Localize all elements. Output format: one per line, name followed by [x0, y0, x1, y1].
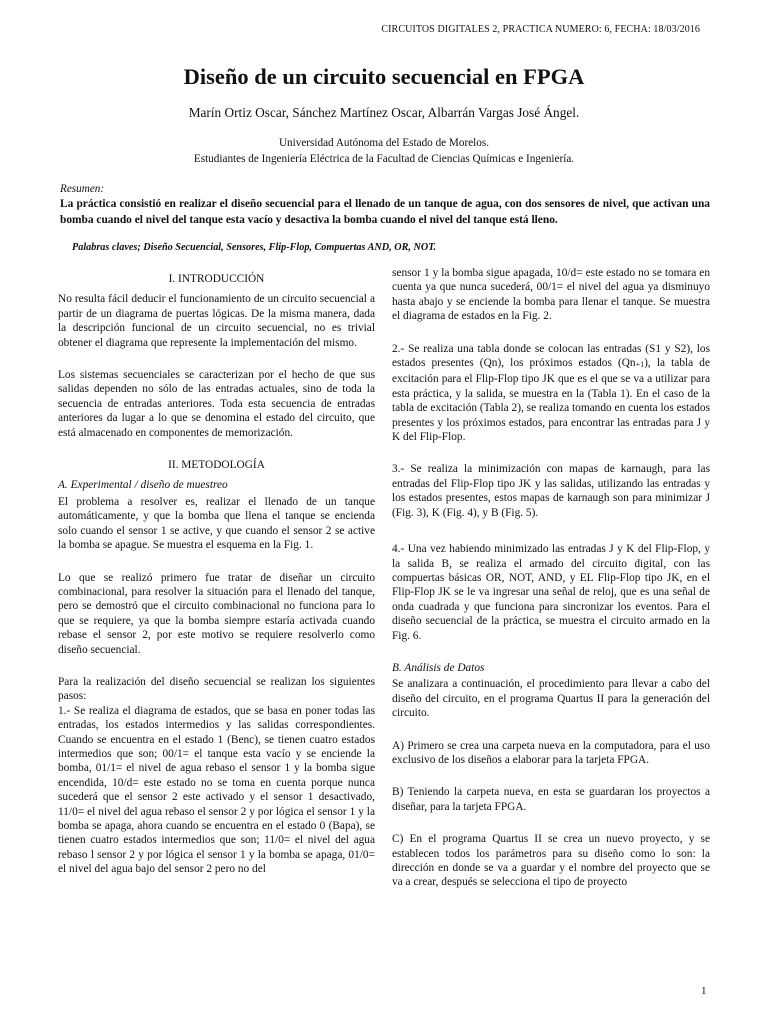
methodology-step-4: 4.- Una vez habiendo minimizado las entradas J y K del Flip-Flop, y la salida B, se realiza el armado del circuito digital, con las compuertas básicas OR, NOT, AND, y EL Flip-Flop tipo JK, en el Flip-Flop JK se le va ingresar una señal de reloj, que es una señal de onda cuadrada y que funciona para sincronizar los eventos. Para el diseño secuencial de la práctica, se muestra el circuito armado en la Fig. 6. — [392, 543, 710, 642]
methodology-paragraph-2: Lo que se realizó primero fue tratar de diseñar un circuito combinacional, para resolver la situación para el llenado del tanque, pero se demostró que el circuito combinacional no funciona para lo que se requiere, ya que la bomba siempre estaría activada cuando rebase el sensor 2, por este motivo se requiere resolverlo como diseño secuencial. — [58, 571, 375, 656]
subsection-heading-experimental: A. Experimental / diseño de muestreo — [58, 479, 228, 492]
step-1-continued: sensor 1 y la bomba sigue apagada, 10/d= este estado no se tomara en cuenta ya que nunca sucederá, 00/1= el nivel del agua ya disminuyo hasta abajo y se enciende la bomba para llenar el tanque. Se muestra el diagrama de estados en la Fig. 2. — [392, 267, 710, 323]
affiliation-university: Universidad Autónoma del Estado de Morelos. — [278, 137, 490, 149]
right-column — [392, 266, 710, 890]
left-column — [58, 272, 375, 877]
intro-paragraph-1: No resulta fácil deducir el funcionamiento de un circuito secuencial a partir de un diagrama de puertas lógicas. De la misma manera, dada la descripción funcional de un circuito secuencial, no es trivial obtener el diagrama que represente la implementación del mismo. — [58, 293, 375, 349]
authors: Marín Ortiz Oscar, Sánchez Martínez Oscar, Albarrán Vargas José Ángel. — [188, 105, 580, 120]
section-heading-introduction: I. INTRODUCCIÓN — [168, 273, 265, 285]
affiliation-faculty: Estudiantes de Ingeniería Eléctrica de la Facultad de Ciencias Químicas e Ingeniería. — [193, 153, 575, 165]
step-2-text-b: ), la tabla de excitación para el Flip-Flop tipo JK que es el que se va a utilizar para esta práctica, y la salida, se muestra en la (Tabla 1). En el caso de la tabla de excitación (Tabla 2), se realiza tomando en cuenta los estados presentes y los próximos estados, para encontrar las entradas para J y K del Flip-Flop. — [392, 357, 710, 444]
data-analysis-step-b: B) Teniendo la carpeta nueva, en esta se guardaran los proyectos a diseñar, para la tarjeta FPGA. — [392, 786, 710, 813]
subscript-n-plus-1: +1 — [635, 360, 645, 370]
data-analysis-step-a: A) Primero se crea una carpeta nueva en la computadora, para el uso exclusivo de los diseños a elaborar para la tarjeta FPGA. — [392, 739, 710, 766]
paper-title: Diseño de un circuito secuencial en FPGA — [183, 64, 585, 89]
running-header: CIRCUITOS DIGITALES 2, PRACTICA NUMERO: 6, FECHA: 18/03/2016 — [381, 24, 700, 35]
data-analysis-step-c: C) En el programa Quartus II se crea un nuevo proyecto, y se establecen todos los parámetros para su diseño como lo son: la dirección en donde se va a guardar y el nombre del proyecto que se va a crear, después se selecciona el tipo de proyecto — [392, 833, 710, 889]
data-analysis-paragraph-1: Se analizara a continuación, el procedimiento para llevar a cabo del diseño del circuito, en el programa Quartus II para la generación del circuito. — [392, 678, 710, 720]
methodology-step-1: 1.- Se realiza el diagrama de estados, que se basa en poner todas las entradas, los estados intermedios y las salidas correspondientes. Cuando se encuentra en el estado 1 (Benc), se tienen cuatro estados intermedios que son; 00/1= el tanque esta vacío y se enciende la bomba, 01/1= el nivel de agua rebaso el sensor 1 y la bomba sigue encendida, 10/d= este estado no se toma en cuenta porque nunca sucederá que el sensor 2 este activado y el sensor 1 desactivado, 11/0= el nivel del agua rebaso el sensor 2 y por lógica el sensor 1 y la bomba se apaga, ahora cuando se encuentra en el estado 0 (Bapa), se tienen cuatro estados intermedios que son; 11/0= el nivel del agua rebaso l sensor 2 y por lógica el sensor 1 y la bomba se apaga, 01/0= el nivel del agua bajo del sensor 2 pero no del — [58, 704, 375, 876]
intro-paragraph-2: Los sistemas secuenciales se caracterizan por el hecho de que sus salidas dependen no sólo de las entradas actuales, sino de toda la secuencia de entradas anteriores. Toda esta secuencia de entradas anteriores da lugar a lo que se denomina el estado del circuito, que está almacenado en componentes de memorización. — [58, 369, 375, 439]
step-2-text-a: 2.- Se realiza una tabla donde se colocan las entradas (S1 y S2), los estados presentes (Qn), los próximos estados (Qn — [392, 342, 710, 370]
methodology-paragraph-1: El problema a resolver es, realizar el llenado de un tanque automáticamente, y que la bomba que llena el tanque se encienda solo cuando el sensor 1 se active, y que cuando el sensor 2 se active la bomba se apague. Se muestra el esquema en la Fig. 1. — [58, 495, 375, 552]
abstract-text: La práctica consistió en realizar el diseño secuencial para el llenado de un tanque de agua, con dos sensores de nivel, que activan una bomba cuando el nivel del tanque esta vacío y desactiva la bomba cuando el nivel del tanque está lleno. — [60, 198, 710, 226]
methodology-paragraph-3: Para la realización del diseño secuencial se realizan los siguientes pasos: — [58, 675, 375, 703]
subsection-heading-data-analysis: B. Análisis de Datos — [392, 661, 485, 674]
methodology-step-2 — [392, 342, 710, 445]
page-number: 1 — [701, 985, 707, 997]
methodology-step-3: 3.- Se realiza la minimización con mapas de karnaugh, para las entradas del Flip-Flop tipo JK y las salidas, utilizando las entradas y los estados presentes, estos mapas de karnaugh son para minimizar J (Fig. 3), K (Fig. 4), y B (Fig. 5). — [392, 463, 710, 519]
abstract-label: Resumen: — [60, 183, 105, 195]
section-heading-methodology: II. METODOLOGÍA — [168, 459, 265, 472]
keywords: Palabras claves; Diseño Secuencial, Sensores, Flip-Flop, Compuertas AND, OR, NOT. — [72, 242, 437, 253]
